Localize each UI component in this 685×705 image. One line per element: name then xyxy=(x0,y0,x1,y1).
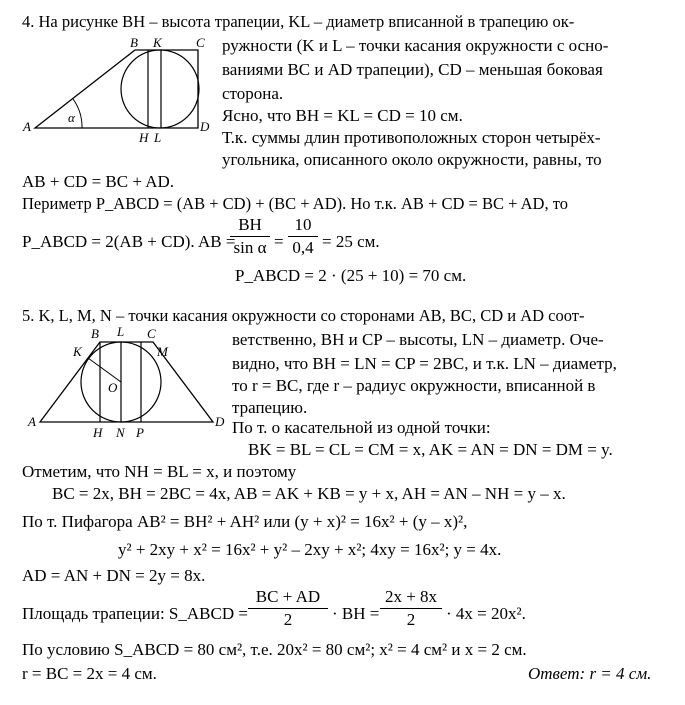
fraction-bh-sin-den: sin α xyxy=(233,238,267,257)
p4-line-3: ваниями BC и AD трапеции), CD – меньшая боковая xyxy=(222,60,603,79)
fraction-2x-8x-num: 2x + 8x xyxy=(384,587,438,606)
fig2-label-B: B xyxy=(91,326,99,341)
fig1-label-H: H xyxy=(139,130,149,145)
p5-line-6: По т. о касательной из одной точки: xyxy=(232,418,491,437)
p5-line-7: BK = BL = CL = CM = x, AK = AN = DN = DM = y. xyxy=(248,440,613,459)
p5-line-15: r = BC = 2x = 4 см. xyxy=(22,664,157,683)
p5-line-1: 5. K, L, M, N – точки касания окружности со сторонами AB, BC, CD и AD соот- xyxy=(22,306,585,325)
p4-line-5: Ясно, что BH = KL = CD = 10 см. xyxy=(222,106,463,125)
fig2-label-N: N xyxy=(116,425,125,440)
fig1-label-B: B xyxy=(130,36,138,50)
p5-line-5: трапецию. xyxy=(232,398,308,417)
p4-eq-sign: = xyxy=(274,232,284,251)
p4-line-7: угольника, описанного около окружности, равны, то xyxy=(222,150,602,169)
p4-line-1: 4. На рисунке BH – высота трапеции, KL – диаметр вписанной в трапецию ок- xyxy=(22,12,575,31)
p4-line-6: Т.к. суммы длин противоположных сторон четырёх- xyxy=(222,128,601,147)
p5-line-13c: · 4x = 20x². xyxy=(446,604,526,623)
fig1-label-A: A xyxy=(23,119,31,134)
p5-line-13b: · BH = xyxy=(332,604,380,623)
fraction-2x-8x-den: 2 xyxy=(406,610,416,629)
p5-line-10: По т. Пифагора AB² = BH² + AH² или (y + x)² = 16x² + (y – x)², xyxy=(22,512,468,531)
fig1-label-L: L xyxy=(154,130,162,145)
fig2-label-D: D xyxy=(215,414,225,429)
fig2-label-A: A xyxy=(28,414,36,429)
p5-line-13a: Площадь трапеции: S_ABCD = xyxy=(22,604,248,623)
fig1-label-alpha: α xyxy=(68,110,75,125)
fraction-10-04-den: 0,4 xyxy=(292,238,314,257)
figure-trapezoid-2 xyxy=(25,322,225,440)
p4-line-4: сторона. xyxy=(222,84,284,103)
p5-line-11: y² + 2xy + x² = 16x² + y² – 2xy + x²; 4xy = 16x²; y = 4x. xyxy=(118,540,502,559)
figure-trapezoid-1 xyxy=(20,36,215,146)
fraction-bc-ad xyxy=(248,588,328,629)
fig1-label-C: C xyxy=(196,36,205,50)
p5-line-14: По условию S_ABCD = 80 см², т.е. 20x² = 80 см²; x² = 4 см² и x = 2 см. xyxy=(22,640,527,659)
fig1-label-D: D xyxy=(200,119,210,134)
fig2-label-C: C xyxy=(147,326,156,341)
p4-line-9: Периметр P_ABCD = (AB + CD) + (BC + AD). Но т.к. AB + CD = BC + AD, то xyxy=(22,194,568,213)
fraction-10-04-num: 10 xyxy=(294,215,312,234)
p5-line-4: то r = BC, где r – радиус окружности, вписанной в xyxy=(232,376,596,395)
fraction-bc-ad-num: BC + AD xyxy=(255,587,321,606)
fraction-bh-sin xyxy=(230,216,270,257)
p5-line-9: BC = 2x, BH = 2BC = 4x, AB = AK + KB = y + x, AH = AN – NH = y – x. xyxy=(52,484,566,503)
p4-line-10a: P_ABCD = 2(AB + CD). AB = xyxy=(22,232,236,251)
fig2-label-L: L xyxy=(117,324,125,339)
p4-line-8: AB + CD = BC + AD. xyxy=(22,172,175,191)
fraction-2x-8x xyxy=(380,588,442,629)
fig1-label-K: K xyxy=(153,36,162,50)
fig2-label-O: O xyxy=(108,380,118,395)
p4-line-10b: = 25 см. xyxy=(322,232,380,251)
p5-line-3: видно, что BH = LN = CP = 2BC, и т.к. LN – диаметр, xyxy=(232,354,617,373)
p4-line-2: ружности (K и L – точки касания окружности с осно- xyxy=(222,36,609,55)
answer: Ответ: r = 4 см. xyxy=(528,664,652,683)
fraction-10-04 xyxy=(288,216,318,257)
fraction-bh-sin-num: BH xyxy=(238,215,262,234)
p5-line-8: Отметим, что NH = BL = x, и поэтому xyxy=(22,462,297,481)
p4-line-11: P_ABCD = 2 · (25 + 10) = 70 см. xyxy=(235,266,467,285)
p5-line-2: ветственно, BH и CP – высоты, LN – диаметр. Оче- xyxy=(232,330,604,349)
p5-line-12: AD = AN + DN = 2y = 8x. xyxy=(22,566,206,585)
fig2-label-H: H xyxy=(93,425,103,440)
fig2-label-K: K xyxy=(73,344,82,359)
fig2-label-M: M xyxy=(157,344,168,359)
fraction-bc-ad-den: 2 xyxy=(283,610,293,629)
fig2-label-P: P xyxy=(136,425,144,440)
